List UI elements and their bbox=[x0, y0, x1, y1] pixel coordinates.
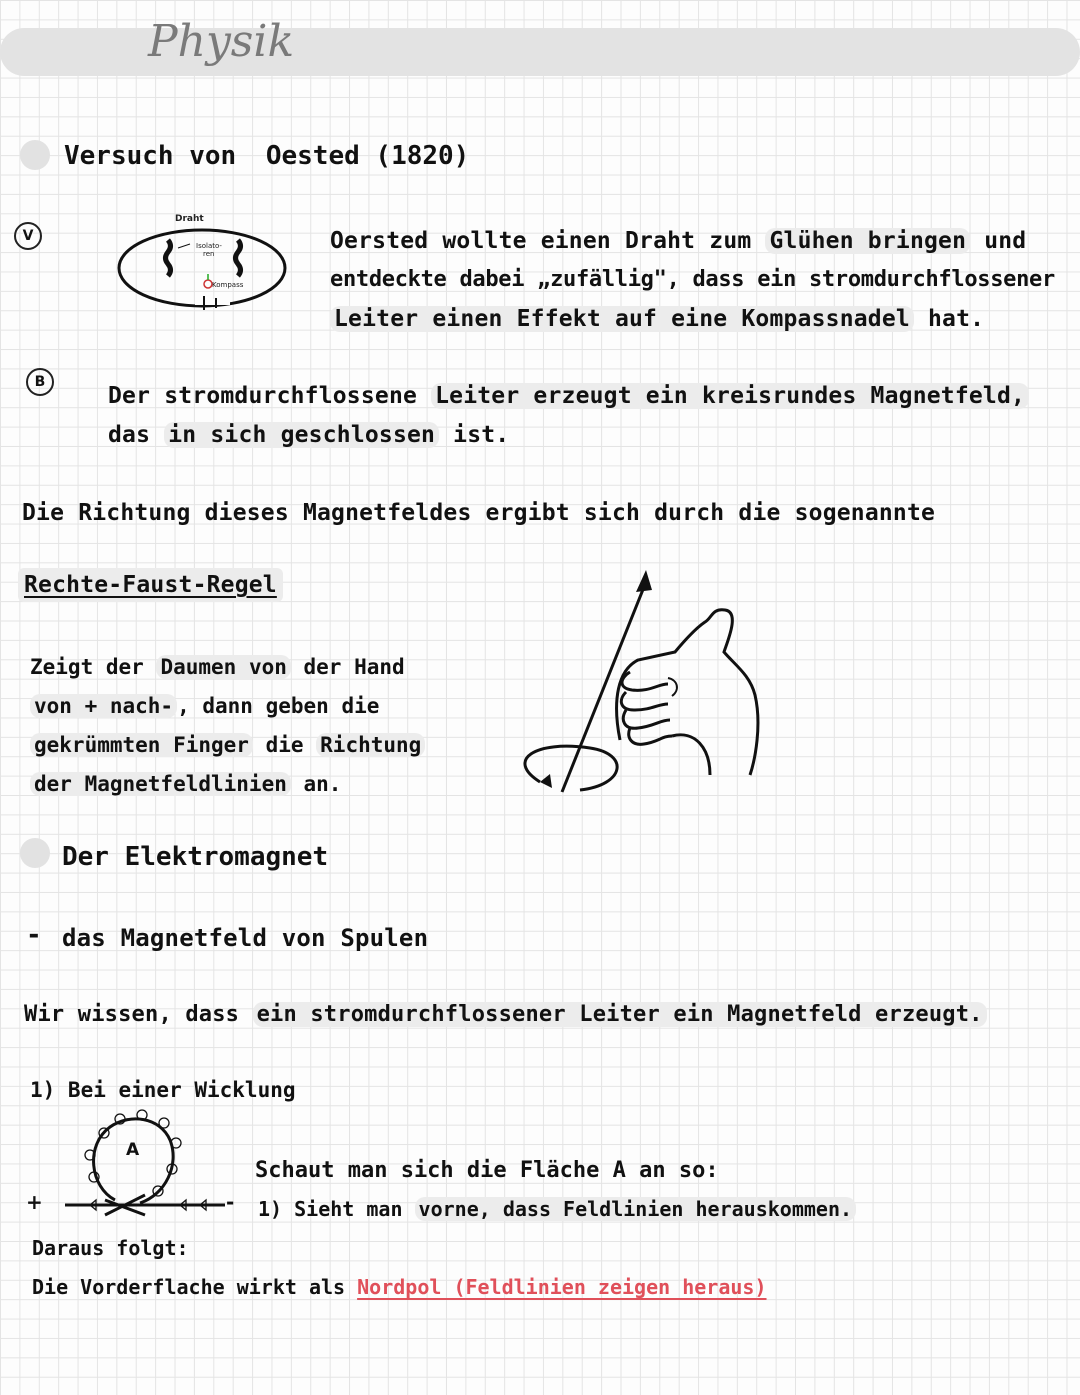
result2-highlight: in sich geschlossen bbox=[164, 422, 439, 448]
b-circle-icon: B bbox=[26, 368, 54, 396]
follows-line: Daraus folgt: bbox=[32, 1236, 189, 1260]
obs3-highlight: Leiter einen Effekt auf eine Kompassnadel bbox=[330, 306, 914, 332]
heading-text-a: Versuch von bbox=[64, 141, 237, 171]
look1-text: 1) Sieht man bbox=[258, 1197, 415, 1221]
page-title: Physik bbox=[148, 16, 295, 67]
case-heading: 1) Bei einer Wicklung bbox=[30, 1078, 296, 1102]
right-hand-rule-drawing bbox=[500, 560, 790, 820]
rule2-highlight: von + nach- bbox=[30, 694, 177, 718]
coil-winding-drawing bbox=[60, 1105, 235, 1220]
rule-line-1 bbox=[30, 655, 405, 679]
rule4-highlight: der Magnetfeldlinien bbox=[30, 772, 291, 796]
observation-line-3 bbox=[330, 306, 984, 332]
oersted-apparatus-diagram bbox=[110, 212, 295, 322]
obs2-text: entdeckte dabei „zufällig", dass ein bbox=[330, 267, 809, 292]
section-heading-electromagnet: Der Elektromagnet bbox=[62, 842, 329, 872]
direction-text: Die Richtung dieses Magnetfeldes ergibt sich durch die sogenannte bbox=[22, 500, 936, 526]
rule-title-box bbox=[18, 568, 283, 602]
observation-line-2 bbox=[330, 267, 1055, 292]
sub-dash: - bbox=[26, 920, 42, 950]
conclusion-line bbox=[32, 1275, 767, 1299]
rule3-text: die bbox=[252, 733, 317, 757]
coil-plus-label: + bbox=[26, 1190, 43, 1214]
result1-text: Der stromdurchflossene bbox=[108, 383, 432, 409]
diagram-label-insulators-2: ren bbox=[203, 250, 215, 258]
obs3-text-end: hat. bbox=[913, 306, 985, 332]
diagram-label-compass: Kompass bbox=[212, 281, 244, 289]
look1-highlight: vorne, dass Feldlinien herauskommen. bbox=[415, 1197, 856, 1221]
coil-minus-label: - bbox=[226, 1190, 235, 1214]
rule-line-2 bbox=[30, 694, 379, 718]
diagram-label-insulators-1: Isolato- bbox=[196, 242, 222, 250]
conclusion-red-highlight: Nordpol (Feldlinien zeigen heraus) bbox=[357, 1275, 767, 1299]
obs1-highlight: Glühen bringen bbox=[765, 228, 970, 254]
look-line: Schaut man sich die Fläche A an so: bbox=[255, 1158, 719, 1183]
rule3-highlight-b: Richtung bbox=[316, 733, 425, 757]
intro-highlight: ein stromdurchflossener Leiter ein Magnetfeld erzeugt. bbox=[253, 1002, 987, 1027]
result2-text-end: ist. bbox=[439, 422, 510, 448]
intro-line bbox=[24, 1002, 987, 1027]
rule-title: Rechte-Faust-Regel bbox=[24, 572, 277, 598]
obs2-highlight: stromdurchflossener bbox=[808, 267, 1055, 292]
result1-highlight: Leiter erzeugt ein kreisrundes Magnetfeld, bbox=[431, 383, 1029, 409]
section-bullet bbox=[20, 140, 50, 170]
obs1-text: Oersted wollte einen Draht zum bbox=[330, 228, 766, 254]
rule1-text: Zeigt der bbox=[30, 655, 157, 679]
rule1-text-end: der Hand bbox=[290, 655, 405, 679]
rule-line-3 bbox=[30, 733, 425, 757]
rule-line-4 bbox=[30, 772, 341, 796]
heading-text-b: Oested (1820) bbox=[265, 141, 470, 171]
result-line-1 bbox=[108, 383, 1029, 409]
intro-text: Wir wissen, dass bbox=[24, 1002, 253, 1027]
sub-heading-coils: das Magnetfeld von Spulen bbox=[62, 924, 429, 952]
section-bullet bbox=[20, 838, 50, 868]
rule3-highlight-a: gekrümmten Finger bbox=[30, 733, 253, 757]
result-line-2 bbox=[108, 422, 509, 448]
observation-line-1 bbox=[330, 228, 1026, 254]
diagram-label-wire: Draht bbox=[175, 214, 204, 224]
obs1-text-end: und bbox=[970, 228, 1027, 254]
rule1-highlight: Daumen von bbox=[156, 655, 290, 679]
result2-text: das bbox=[108, 422, 165, 448]
look-line-1 bbox=[258, 1197, 856, 1221]
rule4-text: an. bbox=[290, 772, 342, 796]
v-circle-icon: V bbox=[14, 222, 42, 250]
rule2-text: , dann geben die bbox=[177, 694, 380, 718]
coil-area-label: A bbox=[126, 1140, 140, 1160]
conclusion-text: Die Vorderflache wirkt als bbox=[32, 1275, 358, 1299]
section-heading-experiment bbox=[64, 141, 469, 171]
